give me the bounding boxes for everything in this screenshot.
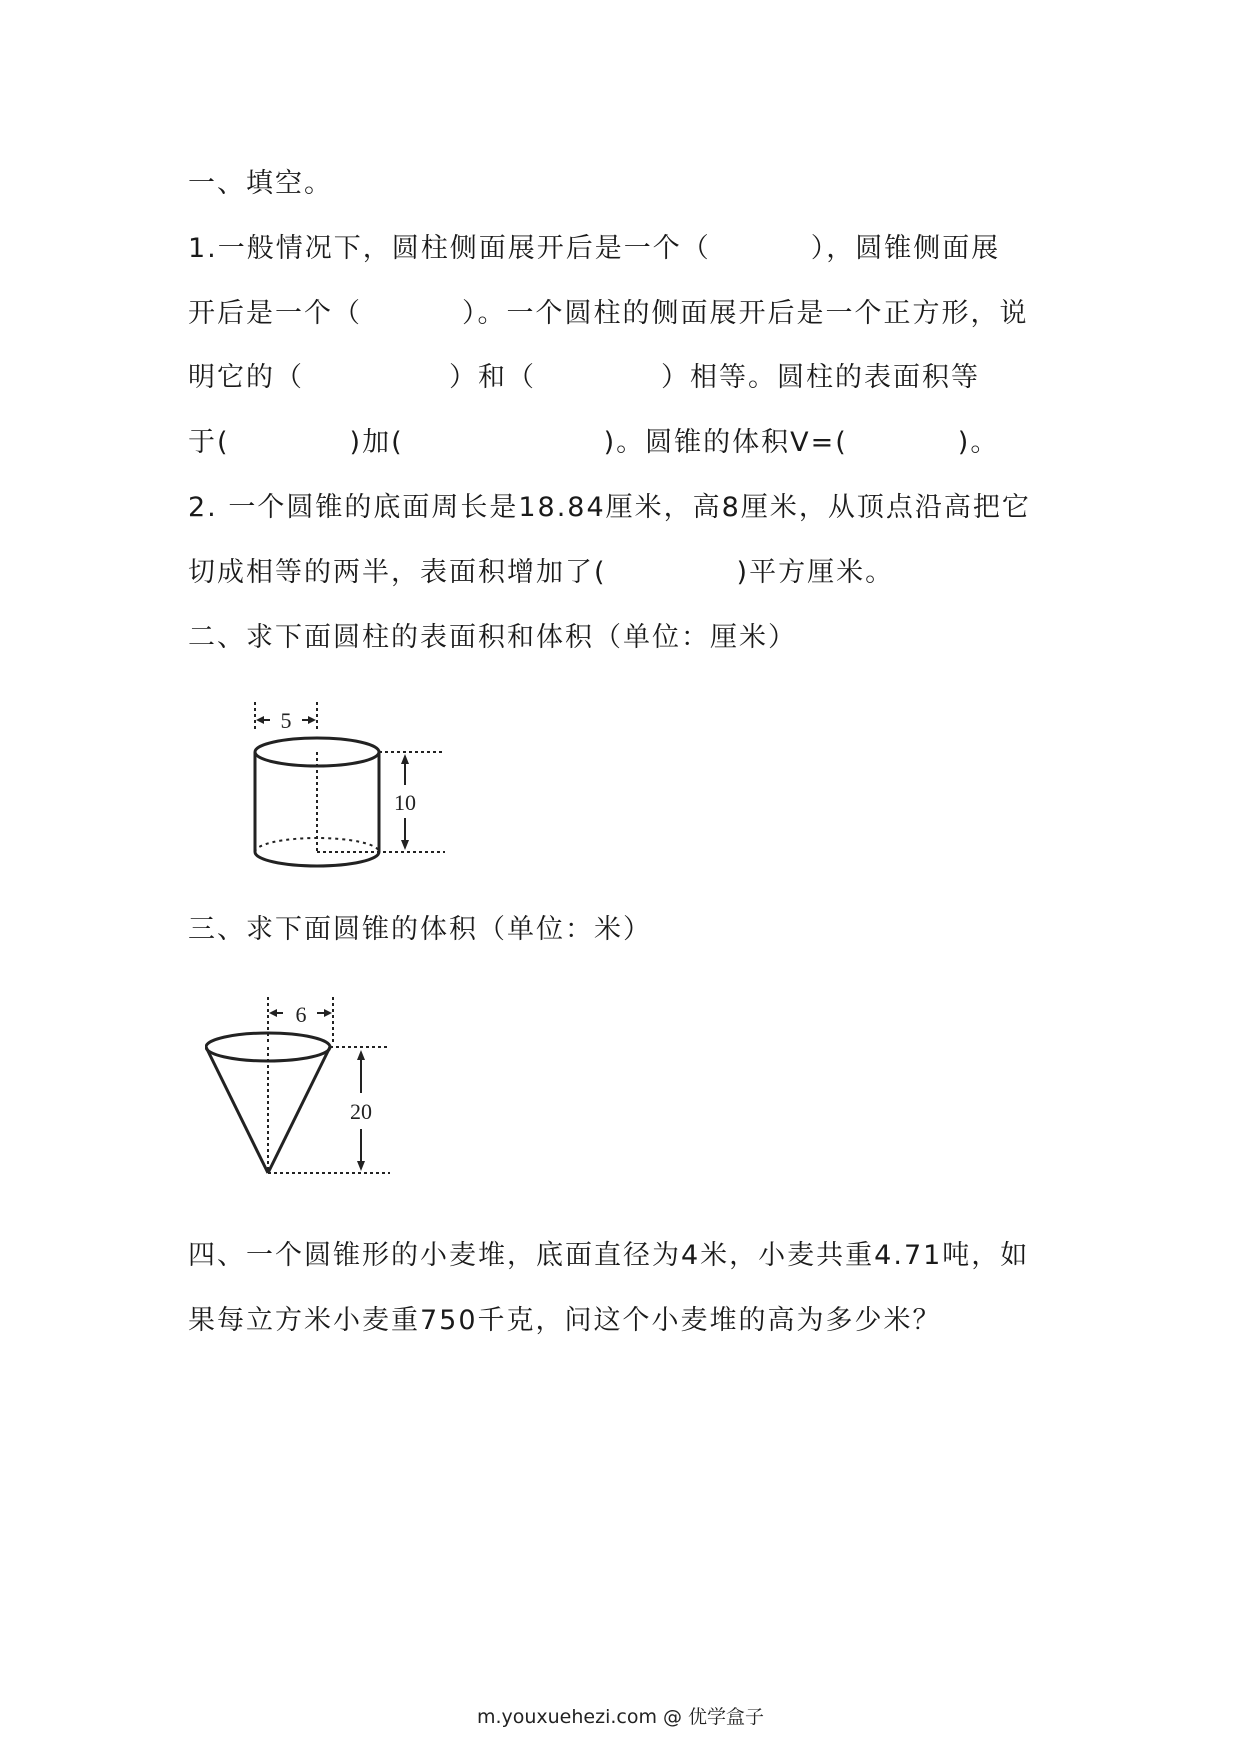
q1-text: 于( bbox=[188, 427, 230, 458]
q1-line2 bbox=[188, 294, 1029, 334]
q2-text: 切成相等的两半，表面积增加了( bbox=[188, 557, 607, 588]
section1-title: 一、填空。 bbox=[188, 168, 333, 199]
q1-text: ）相等。圆柱的表面积等 bbox=[661, 362, 980, 393]
cylinder-height-label: 10 bbox=[394, 790, 416, 815]
q1-text: 1.一般情况下，圆柱侧面展开后是一个（ bbox=[188, 233, 711, 264]
q1-text: )。 bbox=[957, 427, 1000, 458]
q1-text: ）和（ bbox=[449, 362, 536, 393]
footer-watermark: m.youxuehezi.com @ 优学盒子 bbox=[476, 1706, 765, 1728]
cylinder-figure bbox=[250, 700, 450, 885]
section3-title: 三、求下面圆锥的体积（单位：米） bbox=[188, 914, 652, 945]
section2-title: 二、求下面圆柱的表面积和体积（单位：厘米） bbox=[188, 622, 797, 653]
q1-line3 bbox=[188, 358, 980, 398]
section4-line2: 果每立方米小麦重750千克，问这个小麦堆的高为多少米？ bbox=[188, 1305, 942, 1336]
q1-text: 明它的（ bbox=[188, 362, 304, 393]
q1-text: ）。一个圆柱的侧面展开后是一个正方形，说 bbox=[462, 298, 1029, 329]
cone-radius-label: 6 bbox=[295, 1002, 307, 1027]
section4-line1: 四、一个圆锥形的小麦堆，底面直径为4米，小麦共重4.71吨，如 bbox=[188, 1240, 1030, 1271]
q2-line1: 2. 一个圆锥的底面周长是18.84厘米，高8厘米，从顶点沿高把它 bbox=[188, 492, 1031, 523]
q1-line4 bbox=[188, 423, 999, 463]
cone-figure bbox=[205, 995, 405, 1190]
q2-text: )平方厘米。 bbox=[736, 557, 895, 588]
q2-line2 bbox=[188, 553, 894, 593]
q1-text: 开后是一个（ bbox=[188, 298, 362, 329]
q1-text: )加( bbox=[349, 427, 404, 458]
q1-text: ），圆锥侧面展 bbox=[810, 233, 1001, 264]
q1-text: )。圆锥的体积V=( bbox=[603, 427, 848, 458]
cylinder-radius-label: 5 bbox=[280, 708, 292, 733]
cone-height-label: 20 bbox=[350, 1099, 372, 1124]
q1-line1 bbox=[188, 229, 1000, 269]
